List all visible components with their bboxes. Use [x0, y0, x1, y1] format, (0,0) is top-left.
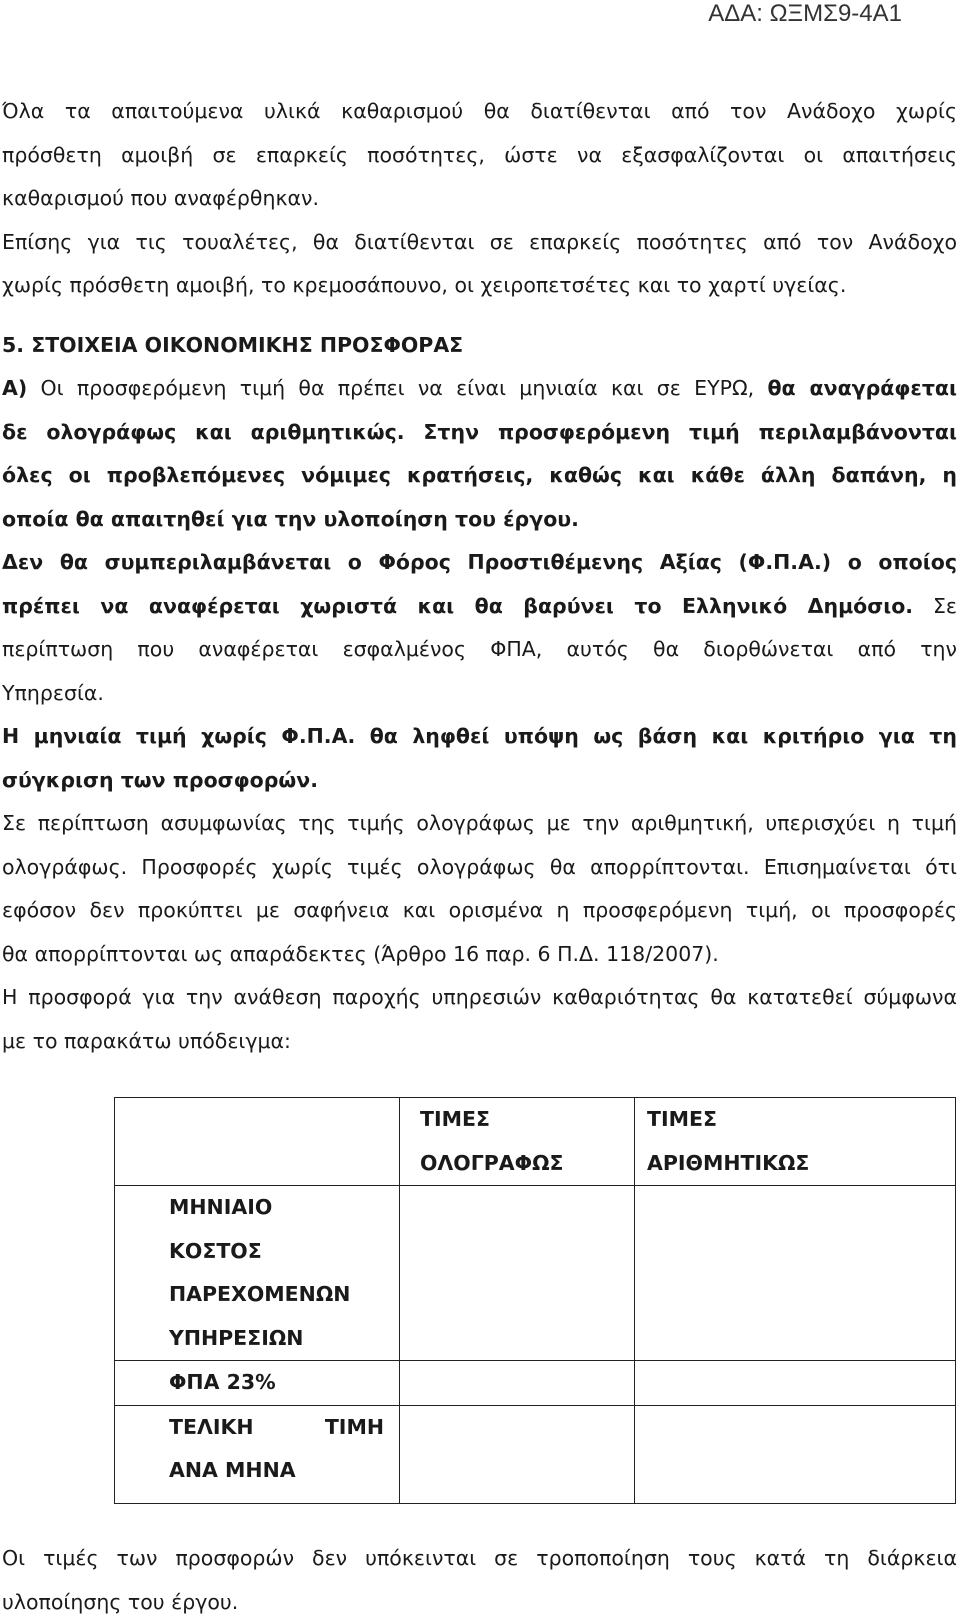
monthly-cost-line-2: ΚΟΣΤΟΣ	[169, 1230, 399, 1274]
row-numeric-value[interactable]	[635, 1186, 956, 1361]
numeric-header-line-2: ΑΡΙΘΜΗΤΙΚΩΣ	[647, 1142, 955, 1186]
vat-bold-1: Δεν θα συμπεριλαμβάνεται ο Φόρος Προστιθέμενης Αξίας (Φ.Π.Α.) ο οποίος	[2, 550, 957, 574]
model-line-1: Η προσφορά για την ανάθεση παροχής υπηρεσιών καθαριότητας θα κατατεθεί σύμφωνα	[2, 976, 957, 1020]
model-line-2: με το παρακάτω υπόδειγμα:	[2, 1020, 957, 1064]
table-header-row	[115, 1098, 956, 1186]
disc-line-4: θα απορρίπτονται ως απαράδεκτες (Άρθρο 16 παρ. 6 Π.Δ. 118/2007).	[2, 933, 957, 977]
section-a-bold-5: οποία θα απαιτηθεί για την υλοποίηση του έργου.	[2, 507, 579, 531]
intro-line-1: Όλα τα απαιτούμενα υλικά καθαρισμού θα διατίθενται από τον Ανάδοχο χωρίς	[2, 90, 957, 134]
section-a-bold-2: δε ολογράφως και αριθμητικώς.	[2, 420, 423, 444]
intro-line-4: Επίσης για τις τουαλέτες, θα διατίθενται σε επαρκείς ποσότητες από τον Ανάδοχο	[2, 221, 957, 265]
numeric-header-line-1: ΤΙΜΕΣ	[647, 1098, 955, 1142]
row-numeric-value[interactable]	[635, 1405, 956, 1503]
section-heading	[2, 324, 957, 368]
monthly-cost-line-1: ΜΗΝΙΑΙΟ	[169, 1186, 399, 1230]
section-a-line-4	[2, 498, 957, 542]
intro-line-3: καθαρισμού που αναφέρθηκαν.	[2, 177, 957, 221]
intro-line-5: χωρίς πρόσθετη αμοιβή, το κρεμοσάπουνο, οι χειροπετσέτες και το χαρτί υγείας.	[2, 264, 957, 308]
ada-code: ΑΔΑ: ΩΞΜΣ9-4Α1	[708, 0, 902, 28]
monthly-bold-2: σύγκριση των προσφορών.	[2, 768, 318, 792]
section-a-line-3	[2, 454, 957, 498]
vat-label: ΦΠΑ 23%	[169, 1361, 399, 1405]
footer-note	[2, 1537, 957, 1624]
row-written-value[interactable]	[400, 1186, 635, 1361]
section-a-label: Α)	[2, 376, 27, 400]
footer-line-2: υλοποίησης του έργου.	[2, 1581, 957, 1624]
vat-line-1	[2, 541, 957, 585]
section-a-bold-1: θα αναγράφεται	[767, 376, 957, 400]
document-body	[2, 90, 957, 1063]
footer-line-1: Οι τιμές των προσφορών δεν υπόκεινται σε τροποποίηση τους κατά τη διάρκεια	[2, 1537, 957, 1581]
row-label-vat	[115, 1361, 400, 1406]
monthly-cost-line-4: ΥΠΗΡΕΣΙΩΝ	[169, 1317, 399, 1361]
table-header-written	[400, 1098, 635, 1186]
table-row	[115, 1405, 956, 1503]
disc-line-2: ολογράφως. Προσφορές χωρίς τιμές ολογράφως θα απορρίπτονται. Επισημαίνεται ότι	[2, 846, 957, 890]
section-heading-text: 5. ΣΤΟΙΧΕΙΑ ΟΙΚΟΝΟΜΙΚΗΣ ΠΡΟΣΦΟΡΑΣ	[2, 333, 463, 357]
table-row	[115, 1361, 956, 1406]
final-price-line-2: ΑΝΑ ΜΗΝΑ	[169, 1449, 399, 1493]
final-price-word-1: ΤΕΛΙΚΗ	[169, 1406, 254, 1450]
section-a-text: Οι προσφερόμενη τιμή θα πρέπει να είναι μηνιαία και σε ΕΥΡΩ,	[27, 376, 767, 400]
vat-line-2	[2, 585, 957, 629]
monthly-line-2	[2, 759, 957, 803]
table-header-empty	[115, 1098, 400, 1186]
monthly-bold-1: Η μηνιαία τιμή χωρίς Φ.Π.Α. θα ληφθεί υπόψη ως βάση και κριτήριο για τη	[2, 724, 957, 748]
disc-line-3: εφόσον δεν προκύπτει με σαφήνεια και ορισμένα η προσφερόμενη τιμή, οι προσφορές	[2, 889, 957, 933]
section-a-bold-4: όλες οι προβλεπόμενες νόμιμες κρατήσεις, καθώς και κάθε άλλη δαπάνη, η	[2, 463, 957, 487]
row-label-monthly-cost	[115, 1186, 400, 1361]
written-header-line-2: ΟΛΟΓΡΑΦΩΣ	[420, 1142, 634, 1186]
monthly-line-1	[2, 715, 957, 759]
row-written-value[interactable]	[400, 1361, 635, 1406]
final-price-line-1	[169, 1406, 384, 1450]
vat-line-3: περίπτωση που αναφέρεται εσφαλμένος ΦΠΑ, αυτός θα διορθώνεται από την	[2, 628, 957, 672]
row-numeric-value[interactable]	[635, 1361, 956, 1406]
disc-line-1: Σε περίπτωση ασυμφωνίας της τιμής ολογράφως με την αριθμητική, υπερισχύει η τιμή	[2, 802, 957, 846]
vat-bold-2: πρέπει να αναφέρεται χωριστά και θα βαρύνει το Ελληνικό Δημόσιο.	[2, 594, 913, 618]
written-header-line-1: ΤΙΜΕΣ	[420, 1098, 634, 1142]
section-a-bold-3: Στην προσφερόμενη τιμή περιλαμβάνονται	[423, 420, 957, 444]
monthly-cost-line-3: ΠΑΡΕΧΟΜΕΝΩΝ	[169, 1273, 399, 1317]
offer-table	[114, 1097, 956, 1504]
vat-text-1: Σε	[913, 594, 957, 618]
row-label-final-price	[115, 1405, 400, 1503]
section-a-line-1	[2, 367, 957, 411]
table-header-numeric	[635, 1098, 956, 1186]
vat-line-4: Υπηρεσία.	[2, 672, 957, 716]
final-price-word-2: ΤΙΜΗ	[325, 1406, 384, 1450]
section-a-line-2	[2, 411, 957, 455]
row-written-value[interactable]	[400, 1405, 635, 1503]
table-row	[115, 1186, 956, 1361]
intro-line-2: πρόσθετη αμοιβή σε επαρκείς ποσότητες, ώστε να εξασφαλίζονται οι απαιτήσεις	[2, 134, 957, 178]
